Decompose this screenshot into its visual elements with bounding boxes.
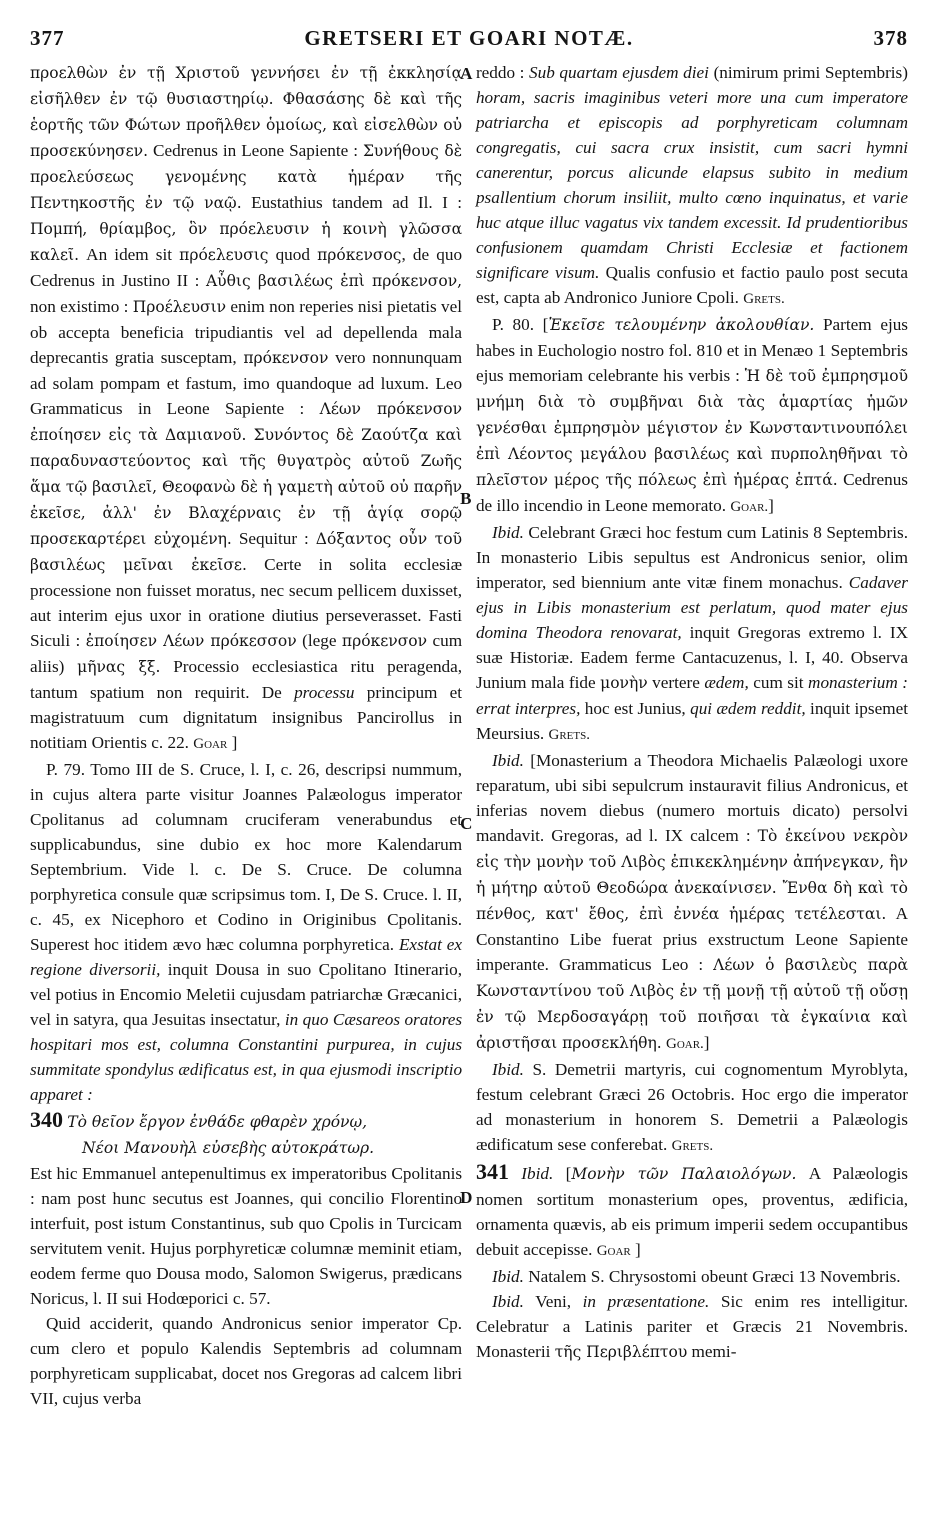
- text-run: Ibid.: [491, 1060, 524, 1079]
- text-run: inquit Dousa in suo Cpolitano Itinerario, vel potius in Encomio Meletii cujusdam patriarchæ Græcanici, vel in satyra, qua Jesuitas insectatur,: [30, 960, 463, 1029]
- text-run: hoc est Junius,: [580, 699, 691, 718]
- text-run: memi-: [687, 1342, 737, 1361]
- text-run: vero nonnunquam ad solam pompam et fastum, imo quandoque ad luxum. Leo Grammaticus in Leone Sapiente :: [30, 348, 463, 418]
- text-run: principum et magistratuum cum dignitatum insignibus Pancirollus in notitiam Orientis c. 22.: [30, 683, 463, 752]
- right-paragraph-6-text: [476, 1164, 908, 1259]
- text-run: cum aliis): [30, 631, 463, 676]
- text-run: Ἐκεῖσε τελουμένην ἀκολουθίαν.: [548, 316, 815, 334]
- left-paragraph-2: [30, 757, 462, 1107]
- text-run: μονὴν: [600, 674, 648, 692]
- text-run: Πομπή, θρίαμβος, ὃν πρόελευσιν ἡ κοινὴ γλῶσσα καλεῖ.: [30, 220, 463, 264]
- text-run: quod: [268, 245, 318, 264]
- text-run: Grets.: [548, 727, 590, 743]
- text-run: Προέλευσιν: [132, 298, 227, 316]
- two-column-body: [30, 60, 908, 1411]
- text-run: Certe in solita ecclesiæ processione non fuisset moratus, nec secum pellicem duxisset, aut interim ejus uxor in oratione diutius perseverasset. Fasti Siculi :: [30, 555, 463, 650]
- text-run: ædem,: [704, 673, 749, 692]
- text-run: Συνήθους δὲ προελεύσεως γενομένης κατὰ ἡμέραν τῆς Πεντηκοστῆς ἐν τῷ ναῷ.: [30, 142, 463, 212]
- text-run: Grets.: [743, 291, 785, 307]
- text-run: πρόκενσος: [317, 246, 402, 264]
- running-title: GRETSERI ET GOARI NOTÆ.: [304, 26, 634, 50]
- text-run: Partem ejus habes in Euchologio nostro fol. 810 et in Menæo 1 Septembris ejus memoriam celebrante his verbis :: [475, 315, 909, 385]
- text-run: S. Demetrii martyris, cui cognomentum Myroblyta, festum celebrant Græci 26 Octobris. Hoc ergo die imperator ad monasterium in honorem S. Demetrii a Palæologis ædificatum sese conferebat.: [475, 1060, 908, 1154]
- text-run: μῆνας ξξ.: [77, 658, 161, 676]
- text-run: inquit Gregoras extremo l. IX suæ Historiæ. Eadem ferme Cantacuzenus, l. I, 40. Observa Junium mala fide: [475, 623, 908, 692]
- text-run: in præsentatione.: [582, 1292, 710, 1311]
- margin-letter-b: B: [460, 489, 472, 508]
- text-run: P. 80. [: [491, 315, 549, 334]
- left-paragraph-3: [30, 1161, 462, 1311]
- running-header: [30, 26, 908, 60]
- text-run: horam, sacris imaginibus veteri more una cum imperatore patriarcha et episcopis ad porphyreticam columnam congregatis, cui sacra crux insistit, cum sacri hymni canerentur, porcus alicunde elapsus subito in medium psallentium chorum insiliit, multo cœno inquinatus, et varie huc atque illuc vagatus vix tandem excessit. Id prudentioribus confusionem quamdam Christi Ecclesiæ et factionem significare visum.: [475, 88, 908, 282]
- text-run: Celebrant Græci hoc festum cum Latinis 8 Septembris. In monasterio Libis sepultus est Andronicus senior, olim imperator, sed biennium ante vitæ finem monachus.: [475, 523, 908, 592]
- text-run: Μονὴν τῶν Παλαιολόγων.: [571, 1165, 797, 1183]
- text-run: monasterium : errat interpres,: [475, 673, 908, 718]
- right-paragraph-1: [476, 60, 908, 312]
- text-run: An idem sit: [79, 245, 180, 264]
- left-page-number: 377: [30, 26, 65, 50]
- right-column: [476, 60, 908, 1411]
- text-run: Processio ecclesiastica ritu peragenda, tantum spatium non requirit. De: [30, 657, 463, 702]
- verse-line-1: Τὸ θεῖον ἔργον ἐνθάδε φθαρὲν χρόνῳ,: [67, 1113, 368, 1131]
- text-run: τῆς Περιβλέπτου: [554, 1343, 688, 1361]
- margin-gutter: [462, 60, 476, 1411]
- text-run: ]: [227, 733, 238, 752]
- text-run: Ibid.: [491, 751, 524, 770]
- text-run: P. 79. Tomo III de S. Cruce, l. I, c. 26, descripsi nummum, in cujus altera parte visitur Joannes Palæologus imperator Cpolitanus ad columnam cruciferam venerabundus et supplicabundus, sine dubio ex hoc more Kalendarum Septembrium. Vide l. c. De S. Cruce. De columna porphyretica consule quæ scripsimus tom. I, De S. Cruce. l. II, c. 45, ex Nicephoro et Codino in Originibus Cpolitanis. Superest hoc itidem ævo hæc columna porphyretica.: [30, 760, 463, 954]
- text-run: Eustathius tandem ad Il. I :: [241, 193, 463, 212]
- right-paragraph-5: [476, 1057, 908, 1159]
- text-run: inquit ipsemet Meursius.: [475, 699, 908, 743]
- text-run: προελθὼν ἐν τῇ Χριστοῦ γεννήσει ἐν τῇ ἐκκλησίᾳ εἰσῆλθεν ἐν τῷ θυσιαστηρίῳ. Φθασάσης δὲ καὶ τῆς ἑορτῆς τῶν Φώτων προῆλθεν ὁμοίως, καὶ εἰσελθὼν οὐ προσεκύνησεν.: [30, 64, 463, 160]
- text-run: Cedrenus de illo incendio in Leone memorato.: [475, 470, 908, 515]
- text-run: [509, 1164, 521, 1183]
- text-run: [: [553, 1164, 572, 1183]
- right-paragraph-8: [476, 1289, 908, 1365]
- text-run: non existimo :: [30, 297, 133, 316]
- right-paragraph-3: [476, 520, 908, 748]
- text-run: Est hic Emmanuel antepenultimus ex imperatoribus Cpolitanis : nam post hunc secutus est Joannes, qui concilio Florentino interfuit, post istum Constantinus, sub quo Cpolis in Turcicam servitutem venit. Hujus porphyreticæ columnæ meminit etiam, eodem ferme quo Dousa modo, Salomon Swigerus, prædicans Noricus, l. II sui Hodœporici c. 57.: [30, 1164, 463, 1308]
- text-run: (nimirum primi Septembris): [708, 63, 908, 82]
- text-run: Λέων πρόκενσον ἐποίησεν εἰς τὰ Δαμιανοῦ. Συνόντος δὲ Ζαούτζα καὶ παραδυναστεύοντος καὶ τῆς θυγατρὸς αὐτοῦ Ζωῆς ἅμα τῷ βασιλεῖ, Θεοφανὼ δὲ ἡ γαμετὴ αὐτοῦ οὐ παρῆν ἐκεῖσε, ἀλλ' ἐν Βλαχέρναις ἐν τῇ ἁγίᾳ σορῷ προσεκαρτέρει εὐχομένη.: [30, 400, 463, 548]
- text-run: Ibid.: [491, 523, 524, 542]
- text-run: ]: [703, 1033, 710, 1052]
- right-paragraph-7: [476, 1264, 908, 1289]
- right-paragraph-2: [476, 312, 908, 520]
- line-number-340: 340: [30, 1107, 63, 1132]
- right-paragraph-4: [476, 748, 908, 1057]
- text-run: Goar: [193, 736, 228, 752]
- text-run: Qualis confusio et factio paulo post secuta est, capta ab Andronico Juniore Cpoli.: [475, 263, 908, 307]
- right-page-number: 378: [873, 26, 908, 50]
- text-run: Λέων ὁ βασιλεὺς παρὰ Κωνσταντίνου τοῦ Λιβὸς ἐν τῇ μονῇ τῇ αὐτοῦ τῇ οὔσῃ ἐν τῷ Μερδοσαγάρῃ τοῦ ποιῆσαι τὰ ἐγκαίνια καὶ ἀριστῆσαι προσεκλήθη.: [475, 956, 908, 1052]
- text-run: Sub quartam ejusdem diei: [529, 63, 709, 82]
- text-run: Τὸ ἐκείνου νεκρὸν εἰς τὴν μονὴν τοῦ Λιβὸς ἐπικεκλημένην ἀπήνεγκαν, ἣν ἡ μήτηρ αὐτοῦ Θεοδώρα ἀνεκαίνισεν. Ἔνθα δὴ καὶ τὸ πένθος, κατ' ἔθος, ἐπὶ ἐννέα ἡμέρας τετέλεσται.: [475, 827, 908, 923]
- text-run: Grets.: [671, 1138, 714, 1154]
- text-run: Cadaver ejus in Libis monasterium est perlatum, quod mater ejus domina Theodora renovarat,: [475, 573, 908, 642]
- text-run: Δόξαντος οὖν τοῦ βασιλέως μεῖναι ἐκεῖσε.: [30, 530, 463, 574]
- text-run: πρόκενσον: [243, 349, 329, 367]
- text-run: A Constantino Libe fuerat prius exstructum Leone Sapiente imperante. Grammaticus Leo :: [475, 904, 908, 974]
- text-run: in quo Cæsareos oratores hospitari mos est, columna Constantini purpurea, in cujus summitate spondylus ædificatus est, in qua ejusmodi inscriptio apparet :: [30, 1010, 463, 1104]
- text-run: πρόκενσον: [341, 632, 428, 650]
- line-number-341: 341: [475, 1159, 509, 1184]
- text-run: ]: [630, 1240, 641, 1259]
- text-run: Αὖθις βασιλέως ἐπὶ πρόκενσον,: [205, 272, 463, 290]
- text-run: Sic enim res intelligitur. Celebratur a Latinis pariter et Græcis 21 Novembris. Monasterii: [475, 1292, 908, 1361]
- text-run: Veni,: [523, 1292, 583, 1311]
- text-run: qui ædem reddit,: [690, 699, 806, 718]
- text-run: reddo :: [475, 63, 530, 82]
- left-column: [30, 60, 462, 1411]
- left-paragraph-4: [30, 1311, 462, 1411]
- left-paragraph-1: [30, 60, 462, 757]
- verse-line-2: Νέοι Μανουὴλ εὐσεβὴς αὐτοκράτωρ.: [82, 1139, 375, 1157]
- text-run: ]: [768, 496, 774, 515]
- text-run: ἐποίησεν Λέων πρόκεσσον: [85, 632, 297, 650]
- text-run: (lege: [296, 631, 342, 650]
- text-run: πρόελευσις: [179, 246, 269, 264]
- text-run: Ibid.: [491, 1292, 524, 1311]
- text-run: Exstat ex regione diversorii,: [30, 935, 463, 979]
- text-run: Quid acciderit, quando Andronicus senior imperator Cp. cum clero et populo Kalendis Septembris ad columnam porphyreticam supplicabat, docet nos Gregoras ad calcem libri VII, cujus verba: [30, 1314, 463, 1408]
- text-run: A Palæologis nomen sortitum monasterium opes, proventus, ædificia, ornamenta quævis, ab eis primum imperii sedem occupantibus debuit accepisse.: [475, 1164, 908, 1259]
- inscription-verse: [30, 1107, 462, 1161]
- text-run: , de quo Cedrenus in Justino II :: [30, 245, 463, 290]
- text-run: Goar: [596, 1243, 631, 1259]
- margin-letter-d: D: [460, 1188, 473, 1207]
- text-run: Ibid.: [521, 1164, 554, 1183]
- text-run: Goar.: [665, 1036, 704, 1052]
- text-run: Ἡ δὲ τοῦ ἐμπρησμοῦ μνήμη διὰ τὸ συμβῆναι διὰ τὰς ἁμαρτίας ἡμῶν γενέσθαι ἐμπρησμὸν μέγιστον ἐν Κωνσταντινουπόλει ἐπὶ Λέοντος μεγάλου βασιλέως καὶ πυρποληθῆναι τὸ πλεῖστον μέρος τῆς πόλεως ἐπὶ ἡμέρας ἑπτά.: [475, 367, 908, 489]
- text-run: cum sit: [748, 673, 809, 692]
- text-run: Ibid.: [491, 1267, 524, 1286]
- margin-letter-c: C: [460, 814, 473, 833]
- right-paragraph-6: [476, 1159, 908, 1264]
- text-run: Sequitur :: [231, 529, 316, 548]
- text-run: processu: [294, 683, 355, 702]
- margin-letter-a: A: [460, 64, 473, 83]
- text-run: [Monasterium a Theodora Michaelis Palæologi uxore reparatum, ubi sibi sepulcrum instauravit filius Andronicus, et inferias novem diebus (numero mortuis dicato) persolvi mandavit. Gregoras, ad l. IX calcem :: [475, 751, 908, 845]
- text-run: Goar.: [730, 499, 769, 515]
- text-run: vertere: [647, 673, 705, 692]
- text-run: Natalem S. Chrysostomi obeunt Græci 13 Novembris.: [523, 1267, 901, 1286]
- text-run: enim non reperies nisi pietatis vel ob accepta beneficia tripudiantis vel ad depellenda mala deprecantis gratia susceptam,: [30, 297, 463, 367]
- text-run: Cedrenus in Leone Sapiente :: [148, 141, 363, 160]
